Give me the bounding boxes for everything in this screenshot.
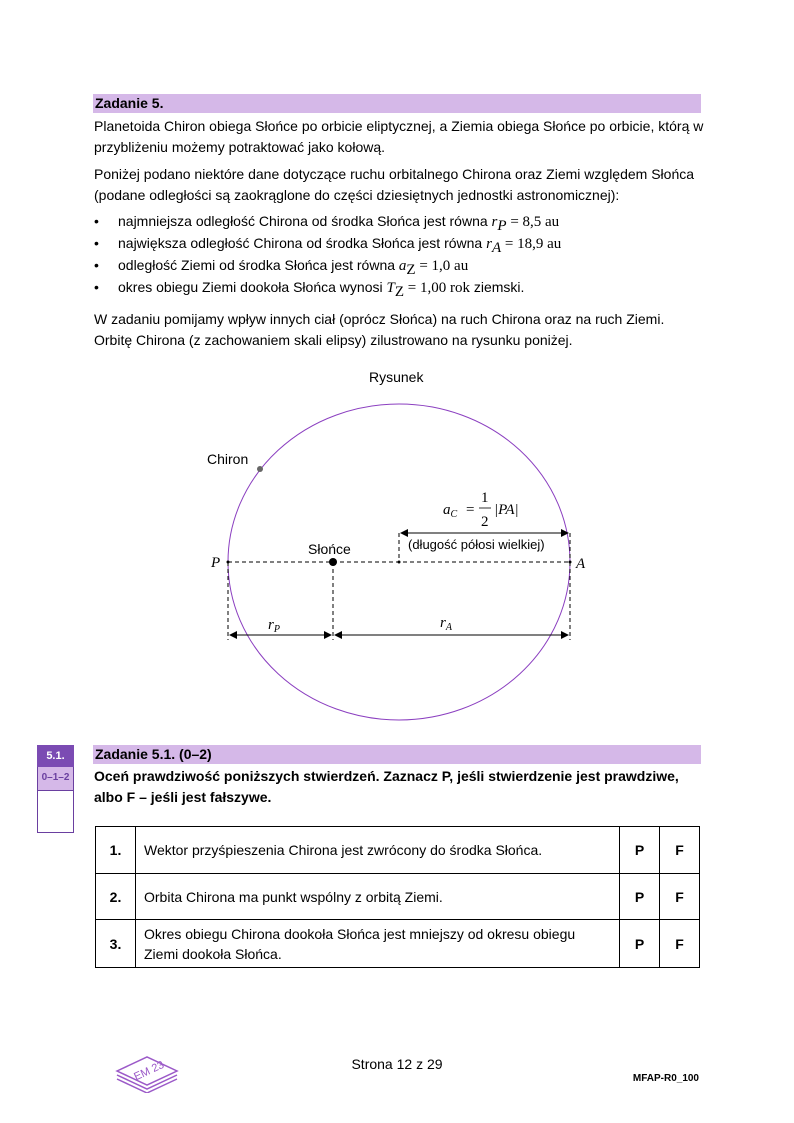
- task-title: Zadanie 5.: [93, 94, 701, 113]
- true-option[interactable]: P: [620, 827, 660, 874]
- table-row: [96, 920, 700, 968]
- p-point: [227, 561, 230, 564]
- list-item: • największa odległość Chirona od środka Słońca jest równa $r_A = 18,9$ au: [94, 232, 714, 254]
- chiron-label: Chiron: [207, 451, 249, 467]
- list-item: • okres obiegu Ziemi dookoła Słońca wynosi $T_Z = 1,00$ rok ziemski.: [94, 276, 714, 298]
- svg-text:1: 1: [481, 490, 489, 506]
- orbit-figure: [200, 395, 600, 725]
- side-task-number: 5.1.: [37, 745, 74, 767]
- svg-text:EM 23: EM 23: [132, 1058, 167, 1084]
- semi-axis-note: (długość półosi wielkiej): [408, 537, 545, 552]
- center-point: [398, 561, 401, 564]
- true-option[interactable]: P: [620, 920, 660, 968]
- svg-text:2: 2: [481, 514, 489, 530]
- sun-point: [329, 558, 337, 566]
- svg-text:=: =: [466, 502, 475, 518]
- task-data-intro: Poniżej podano niektóre dane dotyczące ruchu orbitalnego Chirona oraz Ziemi względem Słońca (podane odległości są zaokrąglone do części dziesiętnych jednostki astronomicznej):: [94, 166, 695, 203]
- true-false-table: [95, 826, 700, 968]
- chiron-point: [257, 466, 263, 472]
- task-intro: Planetoida Chiron obiega Słońce po orbicie eliptycznej, a Ziemia obiega Słońce po orbicie, którą w przybliżeniu możemy potraktować jako kołową.: [94, 118, 704, 155]
- ra-label: $r_A$: [440, 615, 452, 633]
- svg-text:|PA|: |PA|: [494, 502, 519, 518]
- data-list: [94, 210, 714, 298]
- list-item: • najmniejsza odległość Chirona od środka Słońca jest równa $r_P = 8,5$ au: [94, 210, 714, 232]
- statement: Okres obiegu Chirona dookoła Słońca jest mniejszy od okresu obiegu Ziemi dookoła Słońca.: [136, 920, 620, 968]
- page-number: Strona 12 z 29: [351, 1056, 443, 1072]
- figure-title: Rysunek: [369, 369, 424, 385]
- a-point: [569, 561, 572, 564]
- exam-code: MFAP-R0_100: [632, 1073, 699, 1084]
- subtask-title: Zadanie 5.1. (0–2): [93, 745, 701, 764]
- row-number: 1.: [96, 827, 136, 874]
- false-option[interactable]: F: [660, 920, 700, 968]
- false-option[interactable]: F: [660, 874, 700, 920]
- row-number: 3.: [96, 920, 136, 968]
- ac-formula: [443, 490, 519, 530]
- side-score-scale: 0–1–2: [37, 767, 74, 791]
- a-label: A: [576, 556, 586, 572]
- table-row: [96, 827, 700, 874]
- subtask-instruction: Oceń prawdziwość poniższych stwierdzeń. Zaznacz P, jeśli stwierdzenie jest prawdziwe, albo F – jeśli jest fałszywe.: [94, 768, 679, 805]
- rp-label: $r_P$: [268, 617, 280, 635]
- table-row: [96, 874, 700, 920]
- statement: Orbita Chirona ma punkt wspólny z orbitą Ziemi.: [136, 874, 620, 920]
- svg-text:aC: $a_C$: [443, 502, 458, 520]
- statement: Wektor przyśpieszenia Chirona jest zwrócony do środka Słońca.: [136, 827, 620, 874]
- true-option[interactable]: P: [620, 874, 660, 920]
- side-score-box[interactable]: [37, 791, 74, 833]
- p-label: P: [211, 555, 221, 571]
- list-item: • odległość Ziemi od środka Słońca jest równa $a_Z = 1,0$ au: [94, 254, 714, 276]
- sun-label: Słońce: [308, 541, 351, 557]
- row-number: 2.: [96, 874, 136, 920]
- false-option[interactable]: F: [660, 827, 700, 874]
- task-note: W zadaniu pomijamy wpływ innych ciał (oprócz Słońca) na ruch Chirona oraz na ruch Ziemi. Orbitę Chirona (z zachowaniem skali elipsy) zilustrowano na rysunku poniżej.: [94, 311, 665, 348]
